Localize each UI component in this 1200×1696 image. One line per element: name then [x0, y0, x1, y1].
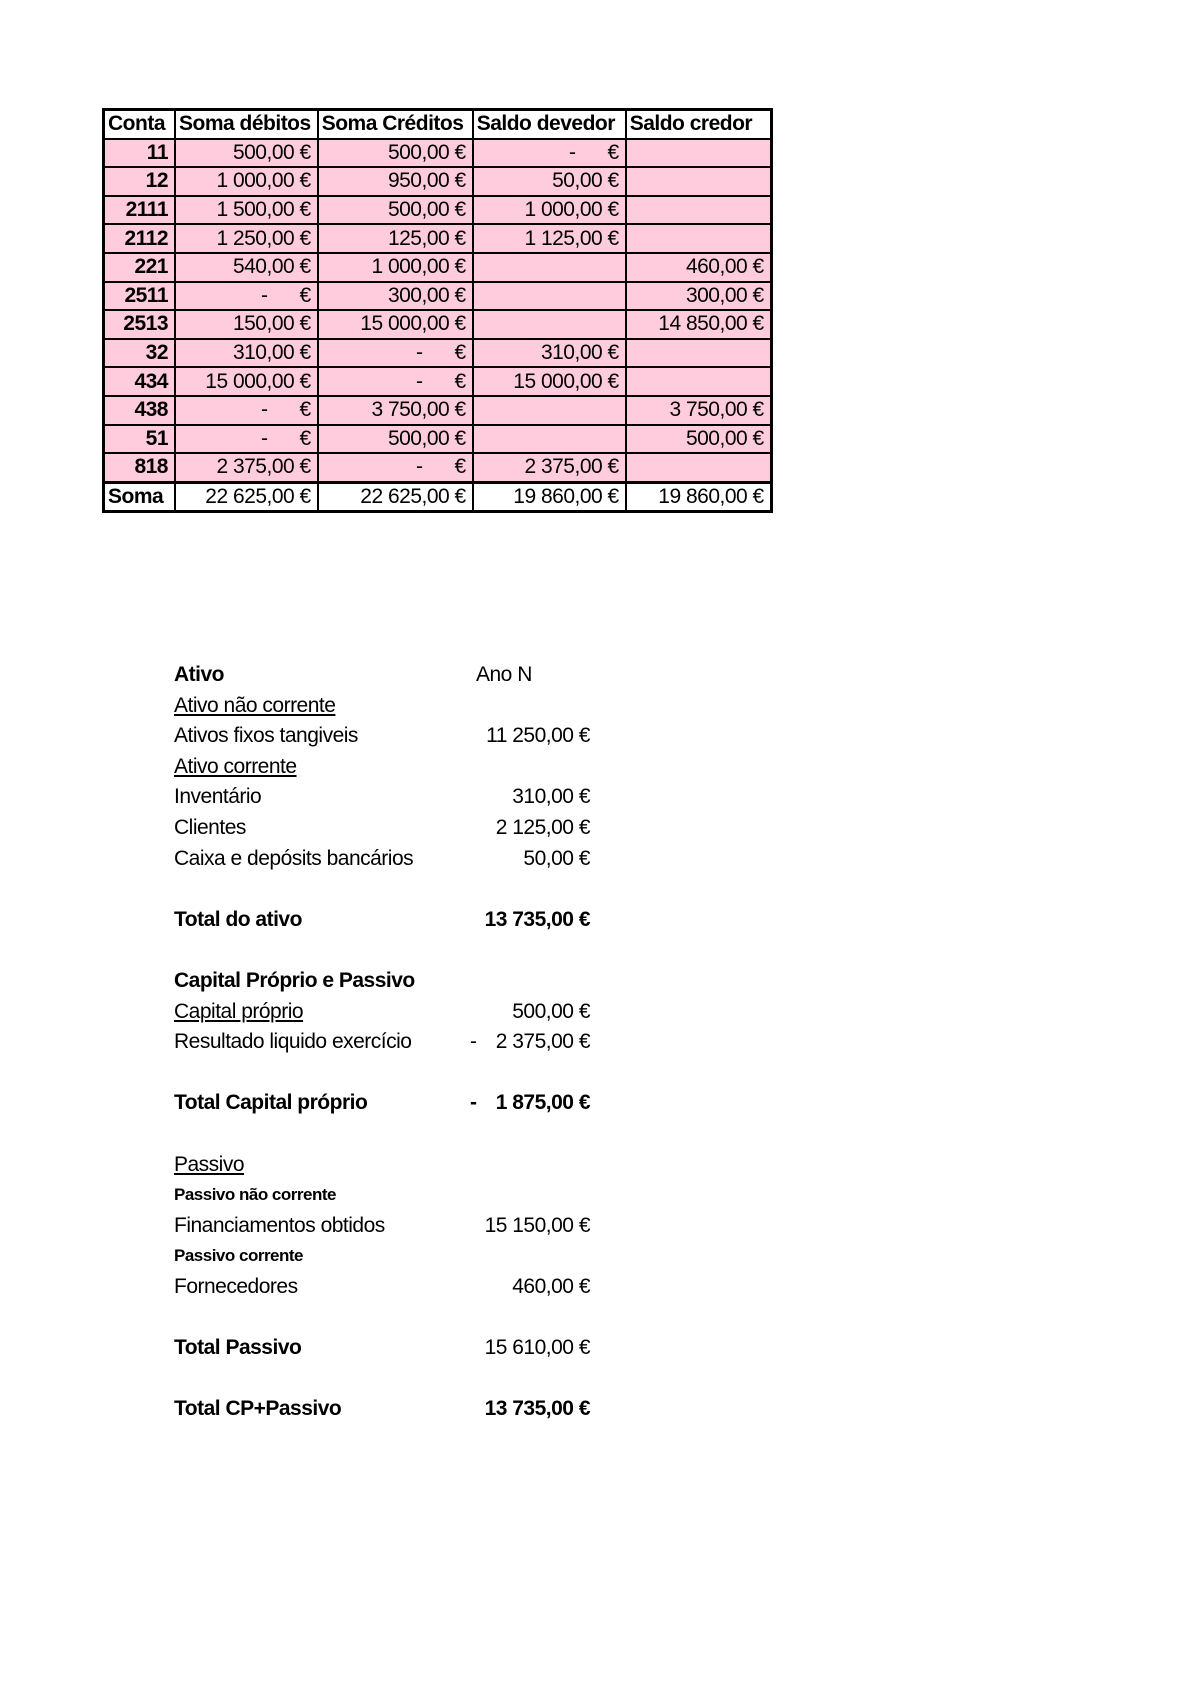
resultado-value: 2 375,00 €: [495, 1030, 590, 1054]
table-row: [104, 282, 772, 311]
total-cp-row: [174, 1088, 634, 1119]
cell-creditos: - €: [318, 339, 473, 368]
resultado-label: Resultado liquido exercício: [174, 1030, 412, 1054]
fornecedores-value: 460,00 €: [512, 1274, 590, 1298]
cp-passivo-title: Capital Próprio e Passivo: [174, 968, 415, 992]
clientes-value: 2 125,00 €: [495, 815, 590, 839]
cell-conta: 2111: [104, 196, 176, 225]
cell-credor: [626, 196, 772, 225]
cell-conta: 221: [104, 253, 176, 282]
cell-devedor: 1 125,00 €: [473, 224, 626, 253]
cell-conta: 11: [104, 139, 176, 168]
table-body: [104, 139, 772, 483]
cell-conta: 32: [104, 339, 176, 368]
cell-creditos: 950,00 €: [318, 167, 473, 196]
total-ativo-value: 13 735,00 €: [484, 907, 590, 931]
cell-devedor: [473, 310, 626, 339]
caixa-value: 50,00 €: [523, 846, 590, 870]
sum-row: [104, 482, 772, 512]
total-cp-sign: -: [470, 1091, 477, 1115]
cell-conta: 434: [104, 367, 176, 396]
total-cp-passivo-row: [174, 1394, 634, 1425]
spacer: [174, 1364, 634, 1395]
cell-debitos: 1 500,00 €: [175, 196, 318, 225]
cell-credor: [626, 224, 772, 253]
cell-debitos: 500,00 €: [175, 139, 318, 168]
ativo-corrente-row: [174, 752, 634, 783]
passivo-nao-corrente-row: [174, 1180, 634, 1211]
ativo-title: Ativo: [174, 663, 224, 686]
inventario-row: [174, 782, 634, 813]
total-ativo-row: [174, 905, 634, 936]
cell-creditos: 1 000,00 €: [318, 253, 473, 282]
cell-devedor: 50,00 €: [473, 167, 626, 196]
trial-balance-table: [102, 108, 773, 513]
fornecedores-label: Fornecedores: [174, 1274, 298, 1298]
cell-creditos: 3 750,00 €: [318, 396, 473, 425]
total-cp-passivo-label: Total CP+Passivo: [174, 1397, 342, 1421]
cell-devedor: [473, 282, 626, 311]
table-row: [104, 310, 772, 339]
passivo-corrente-label: Passivo corrente: [174, 1246, 304, 1266]
sum-label: Soma: [104, 482, 176, 512]
cell-creditos: - €: [318, 367, 473, 396]
sum-debitos: 22 625,00 €: [175, 482, 318, 512]
cell-devedor: [473, 253, 626, 282]
sum-credor: 19 860,00 €: [626, 482, 772, 512]
spacer: [174, 874, 634, 905]
table-row: [104, 396, 772, 425]
cell-devedor: [473, 396, 626, 425]
clientes-row: [174, 813, 634, 844]
ativo-header-row: [174, 660, 634, 691]
table-row: [104, 139, 772, 168]
caixa-row: [174, 844, 634, 875]
resultado-sign: -: [470, 1030, 477, 1054]
cell-devedor: - €: [473, 139, 626, 168]
cell-credor: [626, 339, 772, 368]
total-passivo-label: Total Passivo: [174, 1336, 302, 1360]
cell-conta: 2112: [104, 224, 176, 253]
cell-creditos: 500,00 €: [318, 425, 473, 454]
fornecedores-row: [174, 1272, 634, 1303]
cell-credor: [626, 139, 772, 168]
resultado-row: [174, 1027, 634, 1058]
capital-proprio-row: [174, 997, 634, 1028]
sum-devedor: 19 860,00 €: [473, 482, 626, 512]
header-conta: Conta: [104, 110, 176, 139]
cell-credor: 3 750,00 €: [626, 396, 772, 425]
cell-creditos: - €: [318, 453, 473, 482]
cell-conta: 12: [104, 167, 176, 196]
table-row: [104, 453, 772, 482]
year-label: Ano N: [476, 663, 532, 686]
cell-creditos: 500,00 €: [318, 196, 473, 225]
table-header-row: [104, 110, 772, 139]
cell-debitos: 1 000,00 €: [175, 167, 318, 196]
cell-debitos: 540,00 €: [175, 253, 318, 282]
cell-credor: 300,00 €: [626, 282, 772, 311]
cell-debitos: 1 250,00 €: [175, 224, 318, 253]
cell-credor: [626, 167, 772, 196]
capital-proprio-value: 500,00 €: [512, 999, 590, 1023]
total-ativo-label: Total do ativo: [174, 907, 302, 931]
cell-debitos: - €: [175, 282, 318, 311]
balance-sheet: [174, 660, 634, 1425]
table-row: [104, 196, 772, 225]
aft-value: 11 250,00 €: [486, 724, 590, 748]
cell-credor: 500,00 €: [626, 425, 772, 454]
financiamentos-row: [174, 1211, 634, 1242]
cell-debitos: - €: [175, 425, 318, 454]
caixa-label: Caixa e depósits bancários: [174, 846, 414, 870]
ativo-nao-corrente-row: [174, 691, 634, 722]
capital-proprio-label: Capital próprio: [174, 999, 304, 1023]
table-row: [104, 224, 772, 253]
cell-debitos: 150,00 €: [175, 310, 318, 339]
financiamentos-value: 15 150,00 €: [484, 1213, 590, 1237]
header-soma-debitos: Soma débitos: [175, 110, 318, 139]
financiamentos-label: Financiamentos obtidos: [174, 1213, 385, 1237]
table-row: [104, 253, 772, 282]
spacer: [174, 1302, 634, 1333]
cell-devedor: [473, 425, 626, 454]
cell-devedor: 310,00 €: [473, 339, 626, 368]
cell-creditos: 125,00 €: [318, 224, 473, 253]
table-row: [104, 167, 772, 196]
aft-row: [174, 721, 634, 752]
table-row: [104, 425, 772, 454]
cell-creditos: 15 000,00 €: [318, 310, 473, 339]
cell-creditos: 500,00 €: [318, 139, 473, 168]
total-cp-value: 1 875,00 €: [495, 1091, 590, 1115]
cell-conta: 2511: [104, 282, 176, 311]
cell-creditos: 300,00 €: [318, 282, 473, 311]
spacer: [174, 1119, 634, 1150]
cell-conta: 438: [104, 396, 176, 425]
aft-label: Ativos fixos tangiveis: [174, 724, 358, 748]
header-soma-creditos: Soma Créditos: [318, 110, 473, 139]
ativo-nao-corrente-label: Ativo não corrente: [174, 693, 336, 717]
cp-passivo-title-row: [174, 966, 634, 997]
header-saldo-credor: Saldo credor: [626, 110, 772, 139]
passivo-label: Passivo: [174, 1152, 245, 1176]
cell-devedor: 2 375,00 €: [473, 453, 626, 482]
cell-debitos: 2 375,00 €: [175, 453, 318, 482]
cell-credor: [626, 453, 772, 482]
passivo-corrente-row: [174, 1241, 634, 1272]
clientes-label: Clientes: [174, 815, 246, 839]
header-saldo-devedor: Saldo devedor: [473, 110, 626, 139]
cell-conta: 51: [104, 425, 176, 454]
total-cp-passivo-value: 13 735,00 €: [484, 1397, 590, 1421]
cell-devedor: 15 000,00 €: [473, 367, 626, 396]
spacer: [174, 1058, 634, 1089]
total-passivo-row: [174, 1333, 634, 1364]
cell-conta: 2513: [104, 310, 176, 339]
inventario-value: 310,00 €: [512, 785, 590, 809]
passivo-nao-corrente-label: Passivo não corrente: [174, 1185, 336, 1205]
table-row: [104, 339, 772, 368]
total-cp-label: Total Capital próprio: [174, 1091, 368, 1115]
cell-debitos: - €: [175, 396, 318, 425]
ativo-corrente-label: Ativo corrente: [174, 754, 297, 778]
table-row: [104, 367, 772, 396]
cell-devedor: 1 000,00 €: [473, 196, 626, 225]
passivo-row: [174, 1150, 634, 1181]
spacer: [174, 935, 634, 966]
cell-debitos: 15 000,00 €: [175, 367, 318, 396]
cell-conta: 818: [104, 453, 176, 482]
cell-credor: 14 850,00 €: [626, 310, 772, 339]
total-passivo-value: 15 610,00 €: [484, 1336, 590, 1360]
inventario-label: Inventário: [174, 785, 262, 809]
cell-credor: 460,00 €: [626, 253, 772, 282]
sum-creditos: 22 625,00 €: [318, 482, 473, 512]
cell-debitos: 310,00 €: [175, 339, 318, 368]
cell-credor: [626, 367, 772, 396]
